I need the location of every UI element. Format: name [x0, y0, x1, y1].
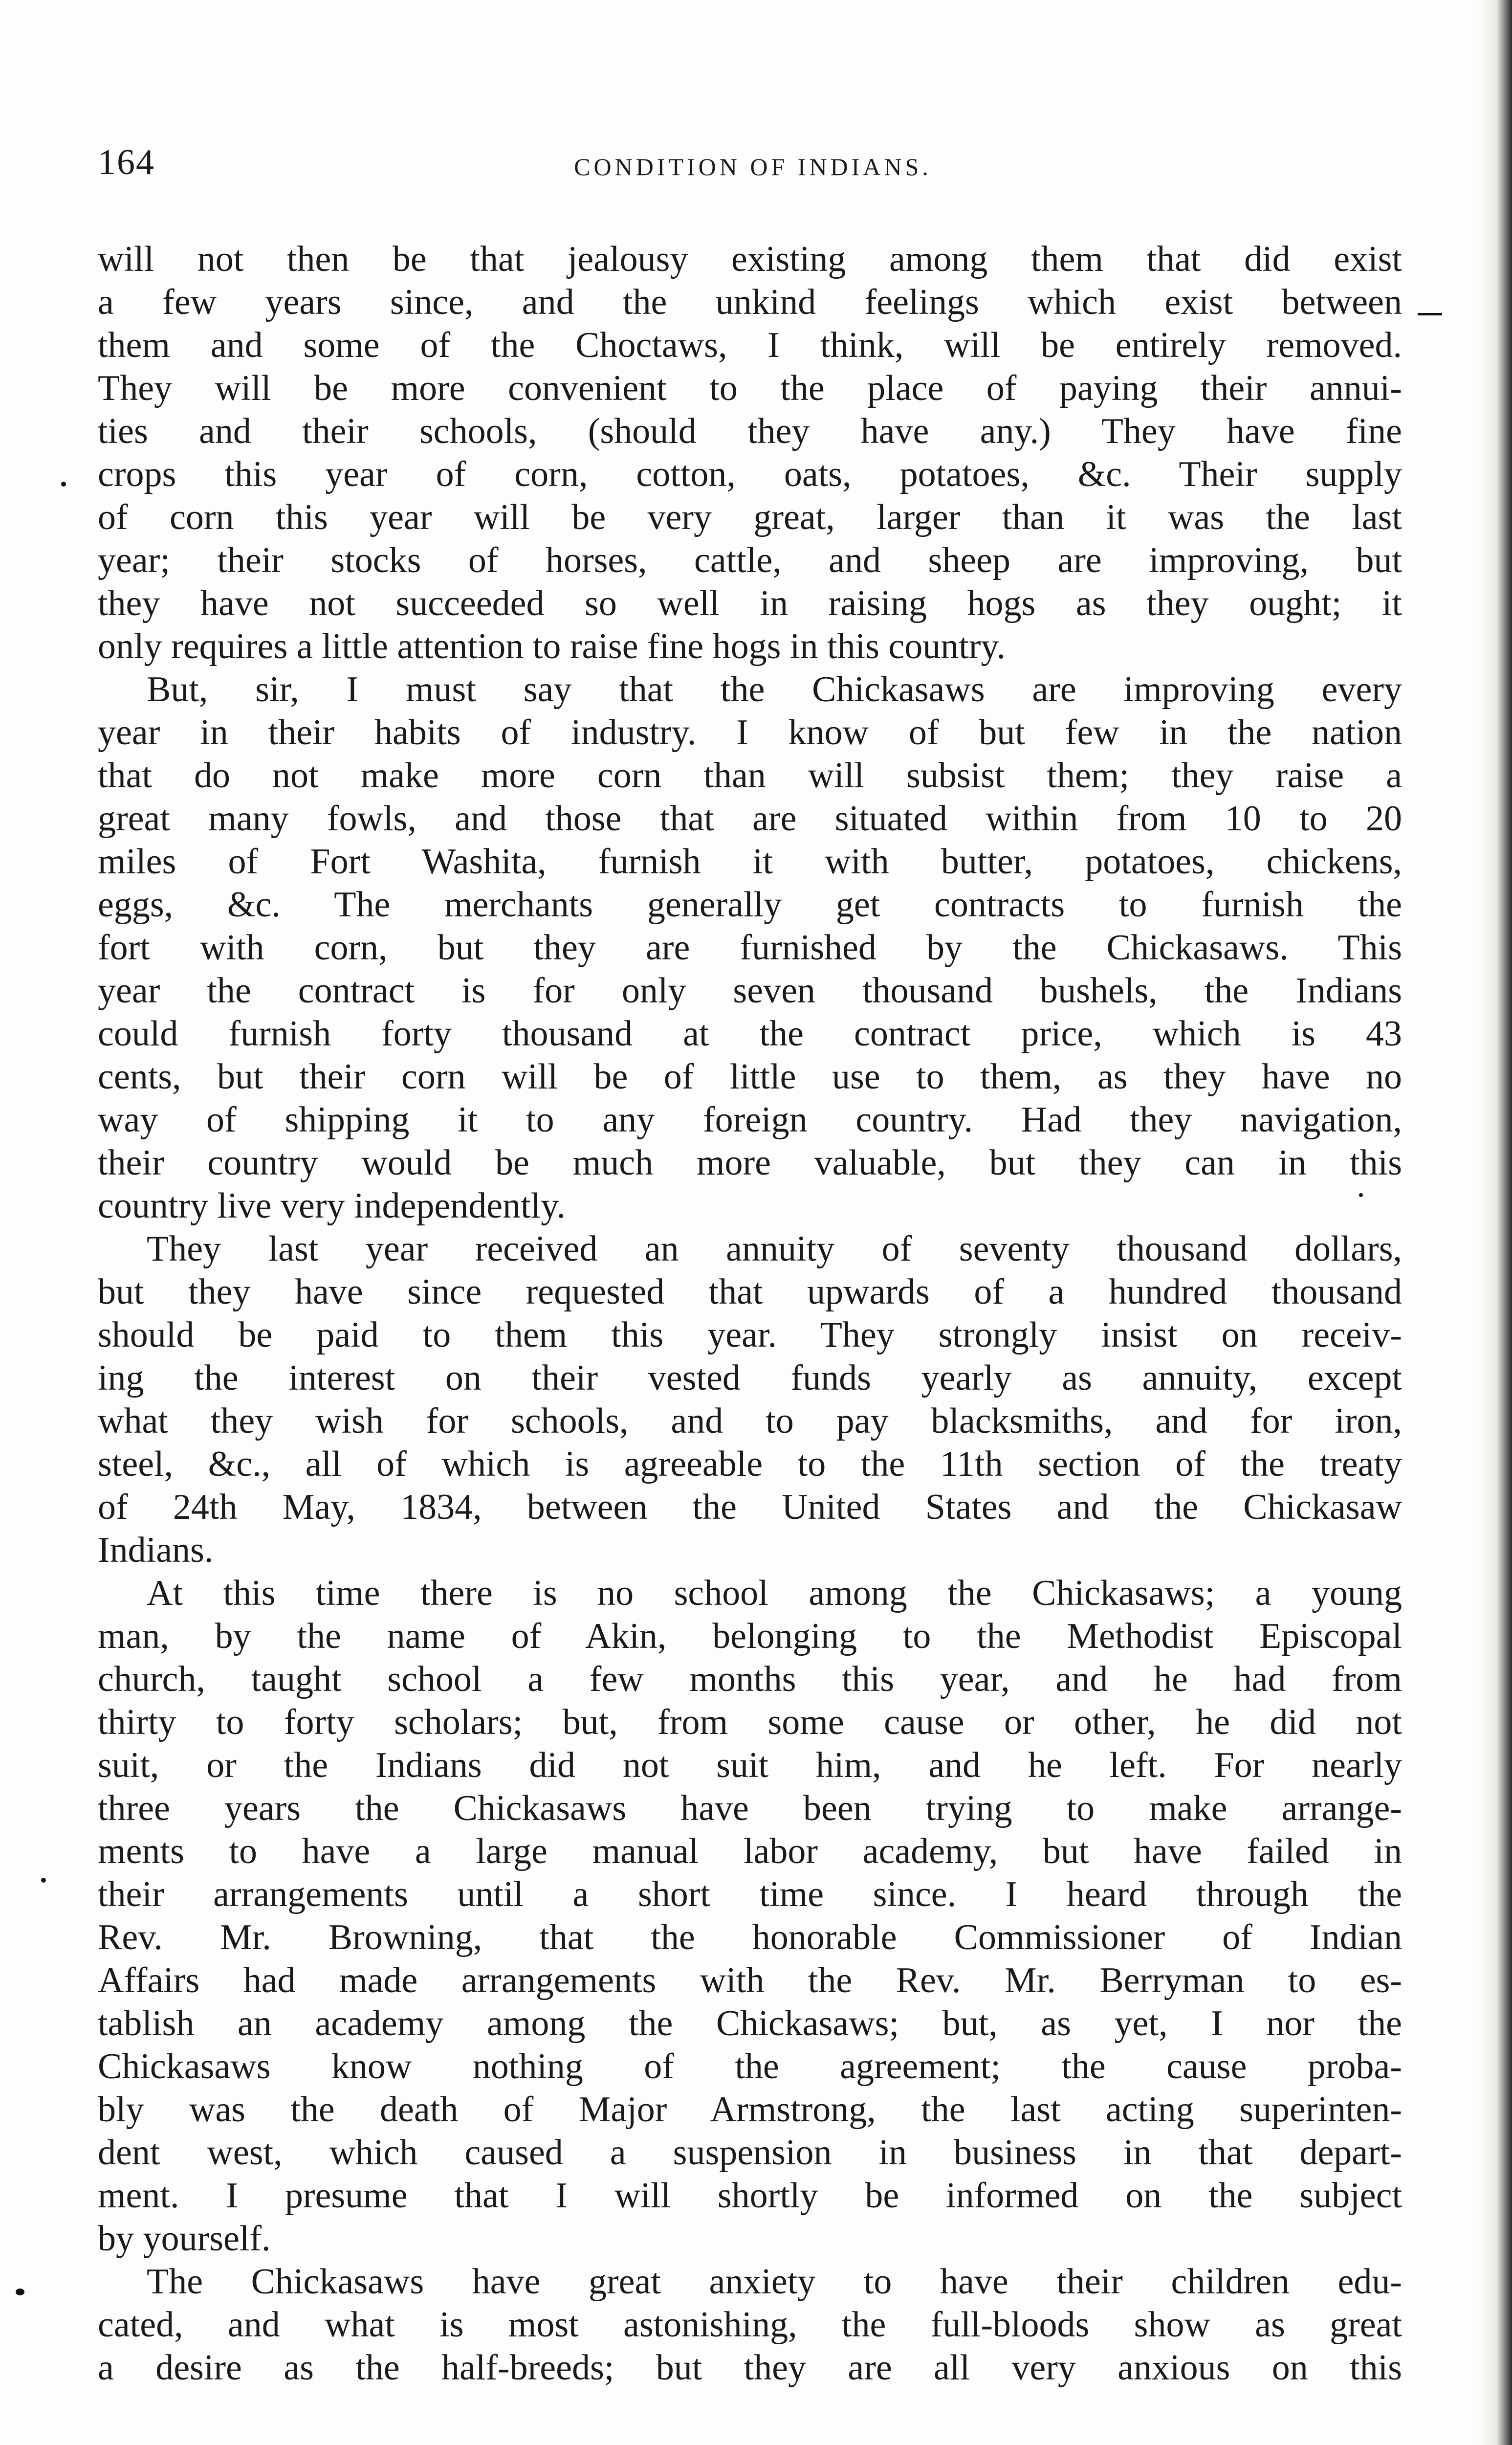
text-line: will not then be that jealousy existing among them that did exist [98, 239, 1402, 279]
margin-speck [1359, 1193, 1363, 1197]
margin-speck [41, 1878, 46, 1883]
text-line: but they have since requested that upwards of a hundred thousand [98, 1272, 1402, 1312]
margin-speck [16, 2289, 24, 2295]
text-line: ment. I presume that I will shortly be informed on the subject [98, 2176, 1402, 2216]
text-line: that do not make more corn than will subsist them; they raise a [98, 756, 1402, 796]
running-head: CONDITION OF INDIANS. [574, 153, 932, 180]
text-line: what they wish for schools, and to pay blacksmiths, and for iron, [98, 1401, 1402, 1441]
text-line: crops this year of corn, cotton, oats, potatoes, &c. Their supply [98, 454, 1402, 494]
scan-edge-right [1478, 0, 1512, 2445]
margin-speck [61, 482, 66, 487]
paragraph-5 [98, 2260, 1402, 2389]
text-line: Rev. Mr. Browning, that the honorable Commissioner of Indian [98, 1917, 1402, 1957]
text-line: miles of Fort Washita, furnish it with butter, potatoes, chickens, [98, 842, 1402, 882]
text-line: year; their stocks of horses, cattle, and sheep are improving, but [98, 540, 1402, 580]
text-line: Affairs had made arrangements with the Rev. Mr. Berryman to es- [98, 1960, 1402, 2000]
text-line: They will be more convenient to the place of paying their annui- [98, 368, 1402, 408]
text-line: cents, but their corn will be of little use to them, as they have no [98, 1057, 1402, 1097]
text-line: them and some of the Choctaws, I think, will be entirely removed. [98, 325, 1402, 365]
text-line: three years the Chickasaws have been trying to make arrange- [98, 1788, 1402, 1828]
text-line: year the contract is for only seven thousand bushels, the Indians [98, 971, 1402, 1011]
text-line: of corn this year will be very great, larger than it was the last [98, 497, 1402, 537]
page-header [98, 142, 1408, 200]
text-line: their arrangements until a short time since. I heard through the [98, 1874, 1402, 1914]
page-number: 164 [98, 142, 155, 182]
text-line: fort with corn, but they are furnished by the Chickasaws. This [98, 928, 1402, 968]
text-line: their country would be much more valuable, but they can in this [98, 1143, 1402, 1183]
text-line: Chickasaws know nothing of the agreement; the cause proba- [98, 2046, 1402, 2087]
text-line: cated, and what is most astonishing, the full-bloods show as great [98, 2305, 1402, 2345]
paragraph-2 [98, 668, 1402, 1227]
text-line: could furnish forty thousand at the contract price, which is 43 [98, 1014, 1402, 1054]
text-line: steel, &c., all of which is agreeable to the 11th section of the treaty [98, 1444, 1402, 1484]
text-line: country live very independently. [98, 1186, 566, 1226]
text-line: ing the interest on their vested funds yearly as annuity, except [98, 1358, 1402, 1398]
text-line: dent west, which caused a suspension in business in that depart- [98, 2133, 1402, 2173]
body-text [98, 238, 1402, 2389]
paragraph-1 [98, 238, 1402, 668]
paragraph-4 [98, 1572, 1402, 2260]
text-line: by yourself. [98, 2219, 271, 2259]
text-line: Indians. [98, 1530, 214, 1570]
text-line: year in their habits of industry. I know of but few in the nation [98, 712, 1402, 753]
text-line: way of shipping it to any foreign country. Had they navigation, [98, 1100, 1402, 1140]
text-line: of 24th May, 1834, between the United States and the Chickasaw [98, 1487, 1402, 1527]
text-line: tablish an academy among the Chickasaws; but, as yet, I nor the [98, 2003, 1402, 2044]
text-line: The Chickasaws have great anxiety to have their children edu- [147, 2262, 1402, 2302]
text-line: ments to have a large manual labor academy, but have failed in [98, 1831, 1402, 1871]
text-line: suit, or the Indians did not suit him, and he left. For nearly [98, 1745, 1402, 1785]
text-line: At this time there is no school among the Chickasaws; a young [147, 1573, 1402, 1613]
text-line: they have not succeeded so well in raising hogs as they ought; it [98, 583, 1402, 623]
text-line: thirty to forty scholars; but, from some cause or other, he did not [98, 1702, 1402, 1742]
text-line: a few years since, and the unkind feelings which exist between [98, 282, 1402, 322]
text-line: man, by the name of Akin, belonging to the Methodist Episcopal [98, 1616, 1402, 1656]
text-line: ties and their schools, (should they have any.) They have fine [98, 411, 1402, 451]
margin-mark [1418, 313, 1442, 315]
paragraph-3 [98, 1227, 1402, 1572]
text-line: should be paid to them this year. They strongly insist on receiv- [98, 1315, 1402, 1355]
text-line: eggs, &c. The merchants generally get contracts to furnish the [98, 885, 1402, 925]
text-line: church, taught school a few months this year, and he had from [98, 1659, 1402, 1699]
text-line: a desire as the half-breeds; but they are all very anxious on this [98, 2348, 1402, 2388]
text-line: bly was the death of Major Armstrong, the last acting superinten- [98, 2089, 1402, 2130]
text-line: great many fowls, and those that are situated within from 10 to 20 [98, 799, 1402, 839]
text-line: only requires a little attention to raise fine hogs in this country. [98, 626, 1006, 667]
text-line: But, sir, I must say that the Chickasaws are improving every [147, 669, 1402, 710]
text-line: They last year received an annuity of seventy thousand dollars, [147, 1229, 1402, 1269]
